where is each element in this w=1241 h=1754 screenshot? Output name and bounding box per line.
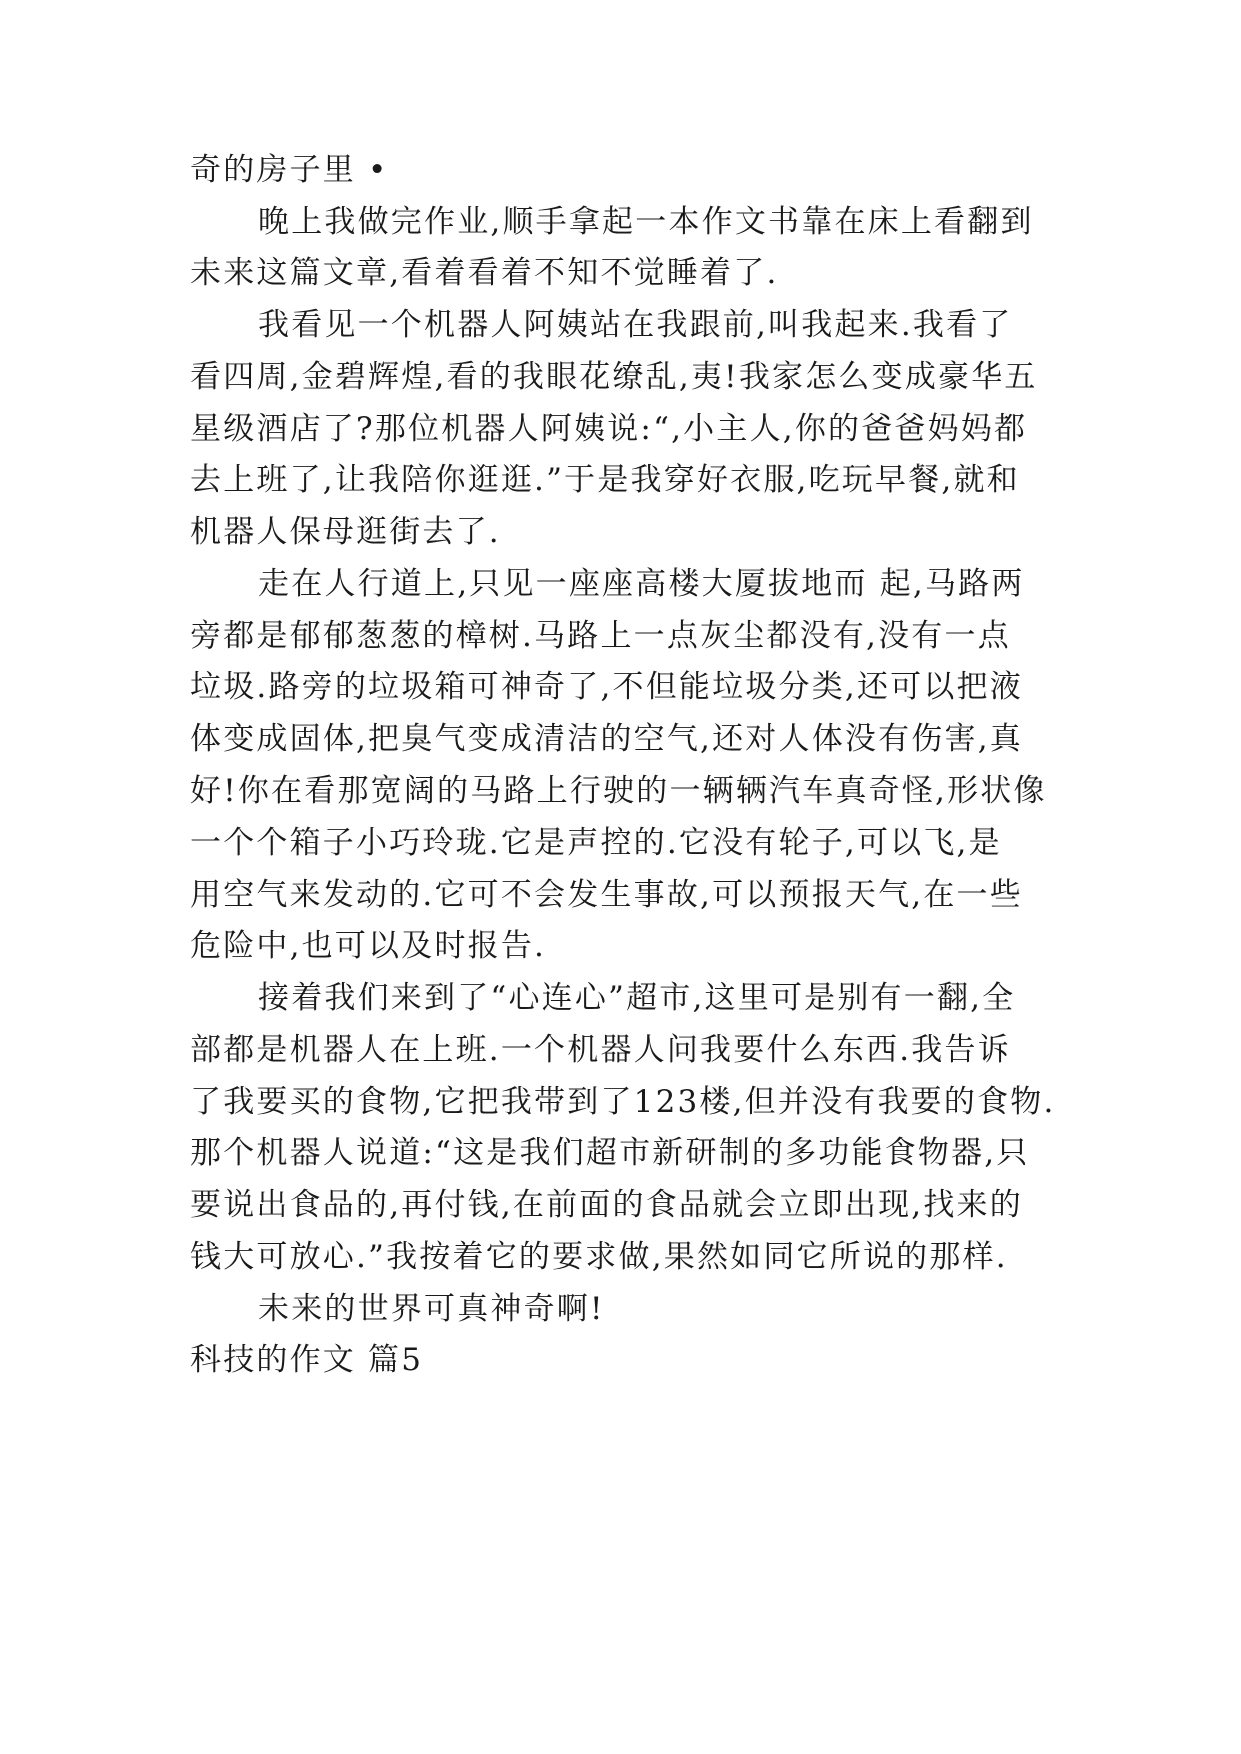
text-line: 要说出食品的,再付钱,在前面的食品就会立即出现,找来的 [190, 1187, 1023, 1223]
text-line: 体变成固体,把臭气变成清洁的空气,还对人体没有伤害,真 [190, 721, 1023, 757]
text-line: 好!你在看那宽阔的马路上行驶的一辆辆汽车真奇怪,形状像 [190, 773, 1047, 809]
paragraph-first-line: 接着我们来到了“心连心”超市,这里可是别有一翻,全 [258, 980, 1016, 1016]
text-line: 去上班了,让我陪你逛逛.”于是我穿好衣服,吃玩早餐,就和 [190, 462, 1020, 498]
text-line: 一个个箱子小巧玲珑.它是声控的.它没有轮子,可以飞,是 [190, 825, 1002, 861]
paragraph-first-line: 我看见一个机器人阿姨站在我跟前,叫我起来.我看了 [258, 307, 1013, 343]
text-line: 旁都是郁郁葱葱的樟树.马路上一点灰尘都没有,没有一点 [190, 618, 1011, 654]
text-line: 机器人保母逛街去了. [190, 514, 501, 550]
text-line: 危险中,也可以及时报告. [190, 928, 547, 964]
paragraph-first-line: 未来的世界可真神奇啊! [258, 1291, 605, 1327]
text-line: 那个机器人说道:“这是我们超市新研制的多功能食物器,只 [190, 1135, 1030, 1171]
text-line: 了我要买的食物,它把我带到了123楼,但并没有我要的食物. [190, 1084, 1056, 1120]
text-line: 看四周,金碧辉煌,看的我眼花缭乱,夷!我家怎么变成豪华五 [190, 359, 1038, 395]
text-line: 钱大可放心.”我按着它的要求做,果然如同它所说的那样. [190, 1239, 1008, 1275]
text-line: 奇的房子里 • [190, 152, 389, 188]
section-heading: 科技的作文 篇5 [190, 1342, 424, 1378]
paragraph-first-line: 走在人行道上,只见一座座高楼大厦拔地而 起,马路两 [258, 566, 1025, 602]
text-line: 部都是机器人在上班.一个机器人问我要什么东西.我告诉 [190, 1032, 1011, 1068]
text-line: 垃圾.路旁的垃圾箱可神奇了,不但能垃圾分类,还可以把液 [190, 669, 1023, 705]
text-line: 用空气来发动的.它可不会发生事故,可以预报天气,在一些 [190, 877, 1023, 913]
paragraph-first-line: 晚上我做完作业,顺手拿起一本作文书靠在床上看翻到 [258, 204, 1034, 240]
text-line: 星级酒店了?那位机器人阿姨说:“,小主人,你的爸爸妈妈都 [190, 411, 1028, 447]
text-line: 未来这篇文章,看着看着不知不觉睡着了. [190, 255, 779, 291]
